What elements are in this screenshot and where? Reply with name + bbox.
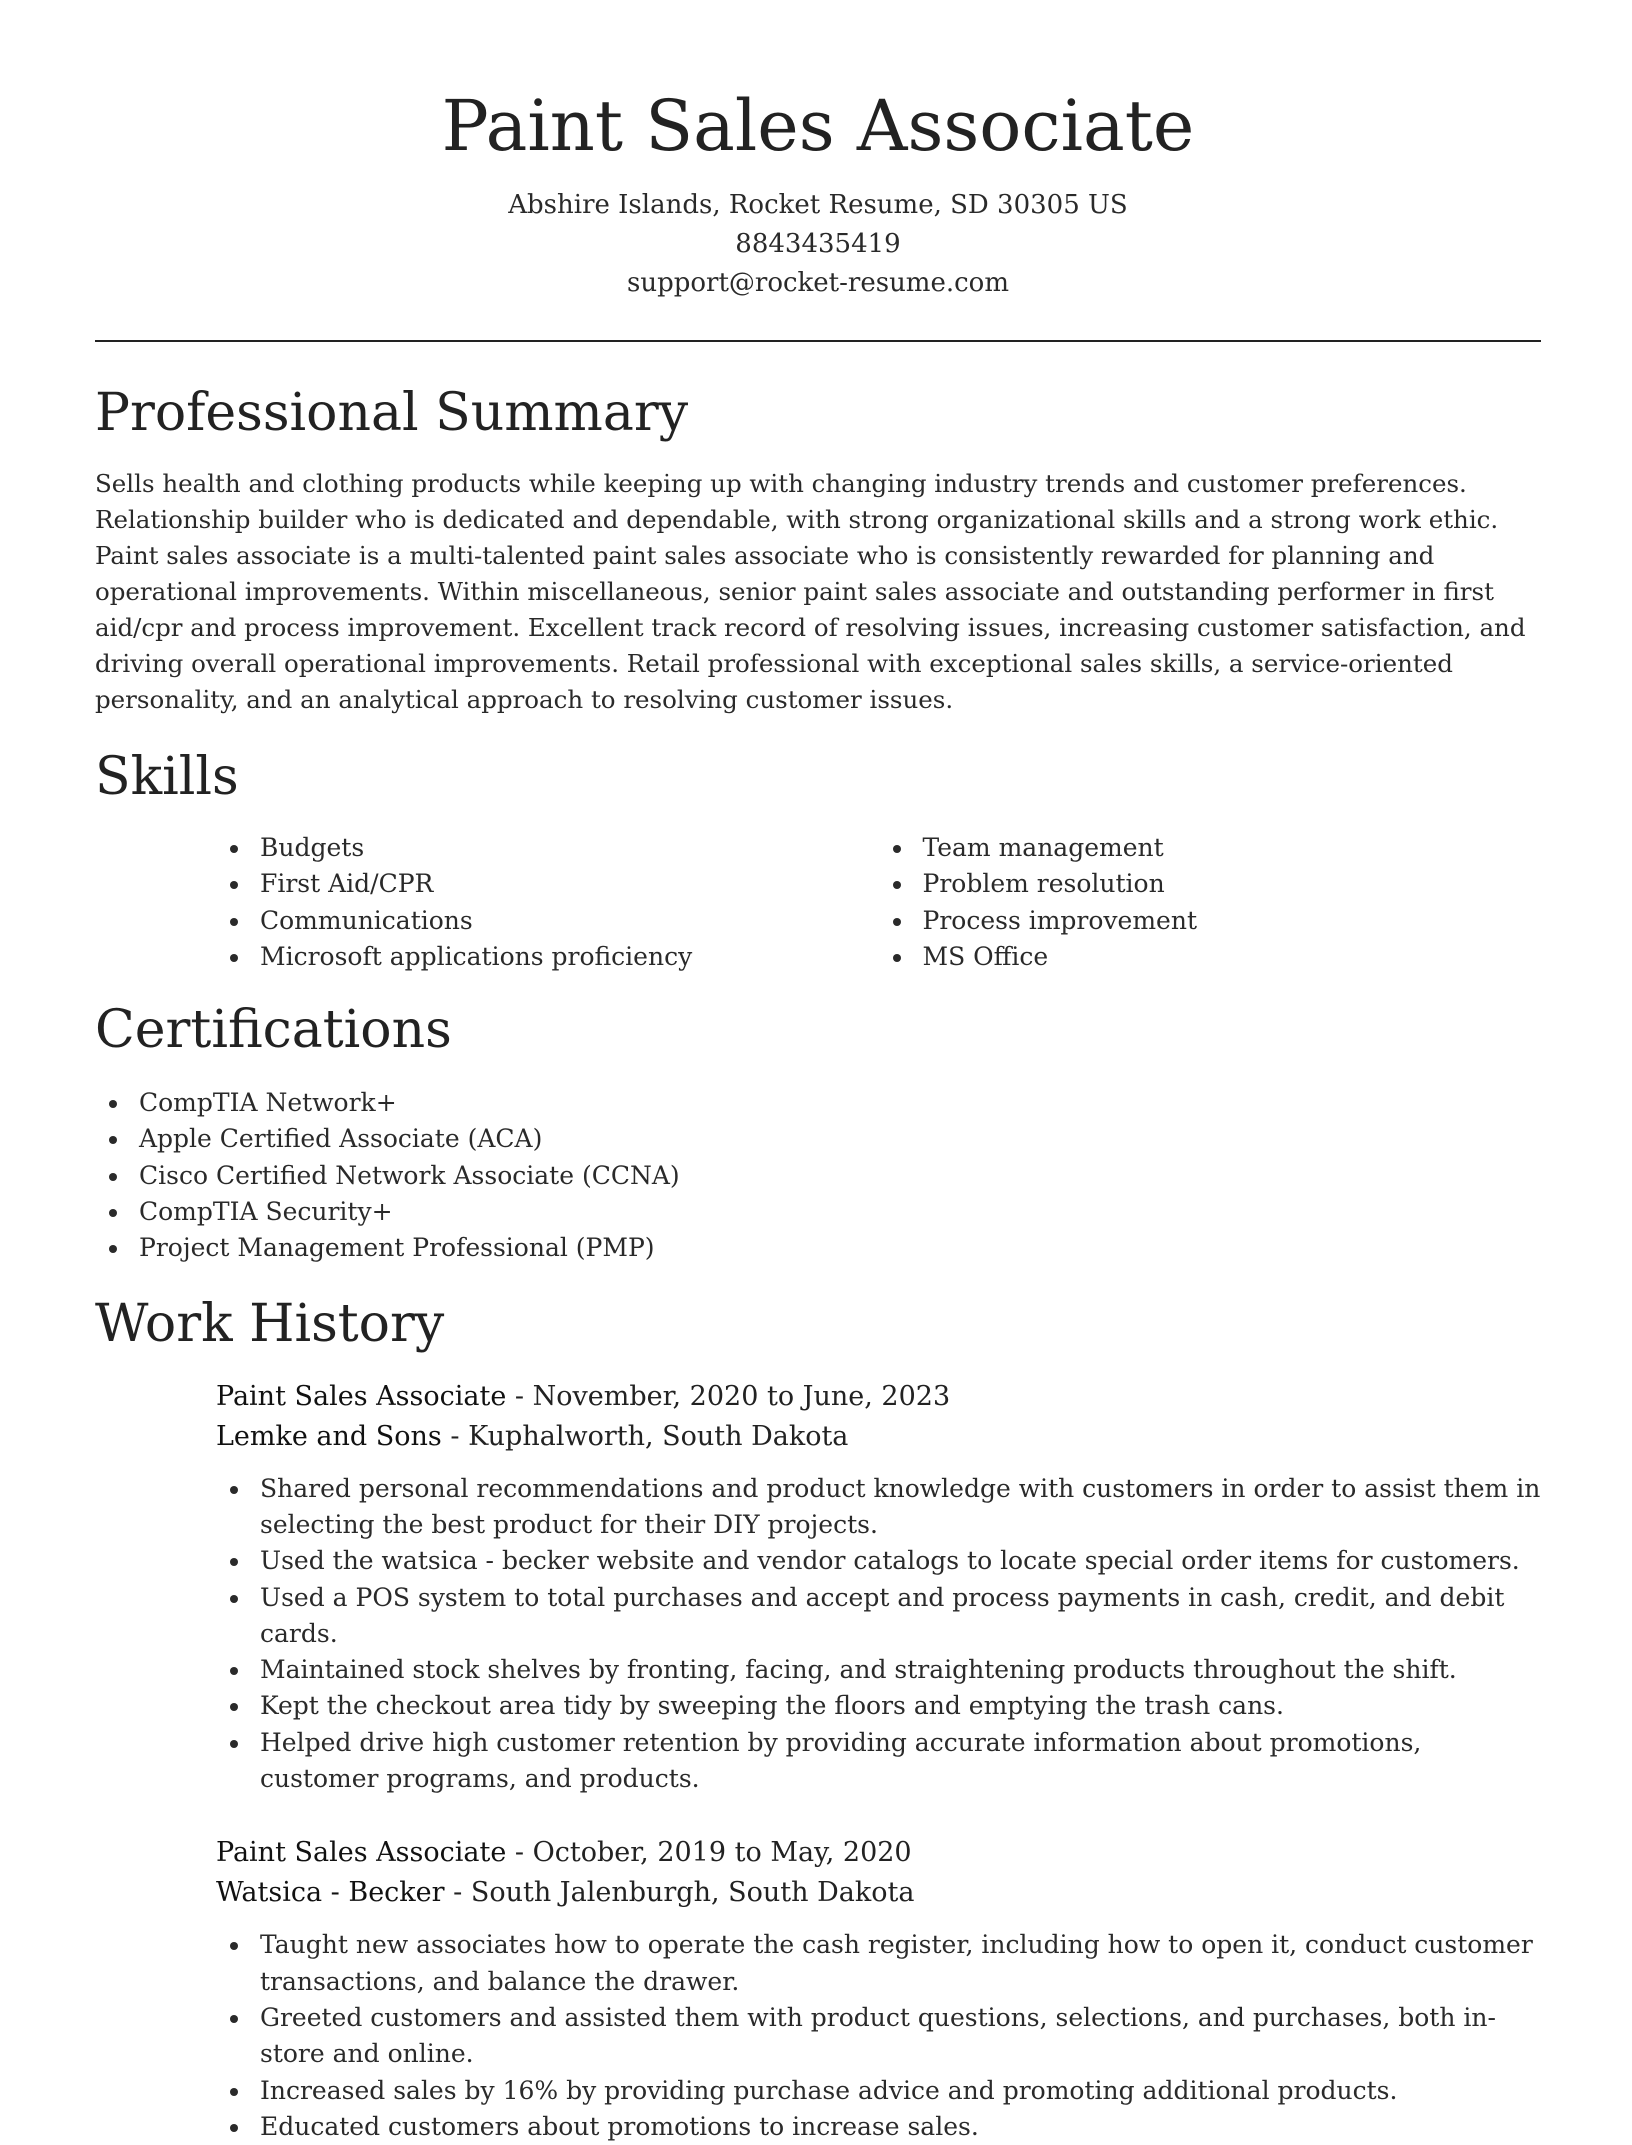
job-bullet: Taught new associates how to operate the cash register, including how to open it, conduct customer transactions, and balance the drawer.: [260, 1927, 1541, 2000]
job-location: - South Jalenburgh, South Dakota: [444, 1877, 915, 1909]
certification-item: CompTIA Security+: [139, 1194, 1541, 1230]
summary-section: [95, 380, 1541, 718]
job-bullet: Used the watsica - becker website and vendor catalogs to locate special order items for customers.: [260, 1543, 1541, 1579]
skill-item: Budgets: [260, 830, 879, 866]
job-bullets: [216, 1927, 1541, 2145]
job-entry: [216, 1833, 1541, 2145]
job-bullet: Maintained stock shelves by fronting, facing, and straightening products throughout the shift.: [260, 1652, 1541, 1688]
job-title-line: [216, 1377, 1541, 1417]
job-dates: - October, 2019 to May, 2020: [506, 1837, 912, 1869]
work-history-heading: Work History: [95, 1293, 445, 1354]
job-role: Paint Sales Associate: [216, 1380, 507, 1412]
address: Abshire Islands, Rocket Resume, SD 30305 US: [508, 190, 1128, 220]
job-company-line: [216, 1417, 1541, 1457]
skills-list-left: [216, 830, 879, 975]
job-bullet: Used a POS system to total purchases and accept and process payments in cash, credit, and debit cards.: [260, 1580, 1541, 1653]
job-role: Paint Sales Associate: [216, 1837, 507, 1869]
job-bullet: Kept the checkout area tidy by sweeping the floors and emptying the trash cans.: [260, 1688, 1541, 1724]
skill-item: Process improvement: [923, 903, 1542, 939]
skill-item: MS Office: [923, 939, 1542, 975]
skill-item: Microsoft applications proficiency: [260, 939, 879, 975]
job-title-line: [216, 1833, 1541, 1873]
job-company-line: [216, 1873, 1541, 1913]
certification-item: Cisco Certified Network Associate (CCNA): [139, 1158, 1541, 1194]
phone: 8843435419: [735, 229, 901, 259]
skill-item: Problem resolution: [923, 866, 1542, 902]
job-location: - Kuphalworth, South Dakota: [441, 1420, 849, 1452]
skills-heading: Skills: [95, 747, 239, 807]
certifications-list: [95, 1085, 1541, 1266]
job-entry: [216, 1377, 1541, 1798]
candidate-name: Paint Sales Associate: [441, 85, 1195, 167]
certifications-section: [95, 997, 1541, 1266]
skill-item: First Aid/CPR: [260, 866, 879, 902]
skill-item: Communications: [260, 903, 879, 939]
summary-text: Sells health and clothing products while keeping up with changing industry trends and customer preferences. Relationship builder who is dedicated and dependable, with strong organizational skills and a strong work ethic. Paint sales associate is a multi-talented paint sales associate who is consistently rewarded for planning and operational improvements. Within miscellaneous, senior paint sales associate and outstanding performer in first aid/cpr and process improvement. Excellent track record of resolving issues, increasing customer satisfaction, and driving overall operational improvements. Retail professional with exceptional sales skills, a service-oriented personality, and an analytical approach to resolving customer issues.: [95, 469, 1526, 714]
skills-columns: [216, 830, 1541, 975]
job-bullet: Helped drive high customer retention by providing accurate information about promotions, customer programs, and products.: [260, 1725, 1541, 1798]
work-history-section: [95, 1291, 1541, 2145]
skill-item: Team management: [923, 830, 1542, 866]
certification-item: Apple Certified Associate (ACA): [139, 1121, 1541, 1157]
job-bullet: Greeted customers and assisted them with product questions, selections, and purchases, both in-store and online.: [260, 2000, 1541, 2073]
summary-heading: Professional Summary: [95, 383, 689, 443]
job-bullets: [216, 1471, 1541, 1798]
certification-item: Project Management Professional (PMP): [139, 1230, 1541, 1266]
job-bullet: Educated customers about promotions to increase sales.: [260, 2109, 1541, 2145]
job-company: Lemke and Sons: [216, 1420, 442, 1452]
skills-list-right: [879, 830, 1542, 975]
job-bullet: Shared personal recommendations and product knowledge with customers in order to assist them in selecting the best product for their DIY projects.: [260, 1471, 1541, 1544]
certification-item: CompTIA Network+: [139, 1085, 1541, 1121]
job-dates: - November, 2020 to June, 2023: [506, 1380, 951, 1412]
job-company: Watsica - Becker: [216, 1877, 445, 1909]
header-divider: [95, 340, 1541, 342]
resume-page: [95, 0, 1541, 2145]
skills-section: [95, 744, 1541, 975]
email: support@rocket-resume.com: [626, 268, 1009, 298]
contact-block: [95, 186, 1541, 303]
certifications-heading: Certifications: [95, 1000, 452, 1061]
job-bullet: Increased sales by 16% by providing purchase advice and promoting additional products.: [260, 2073, 1541, 2109]
